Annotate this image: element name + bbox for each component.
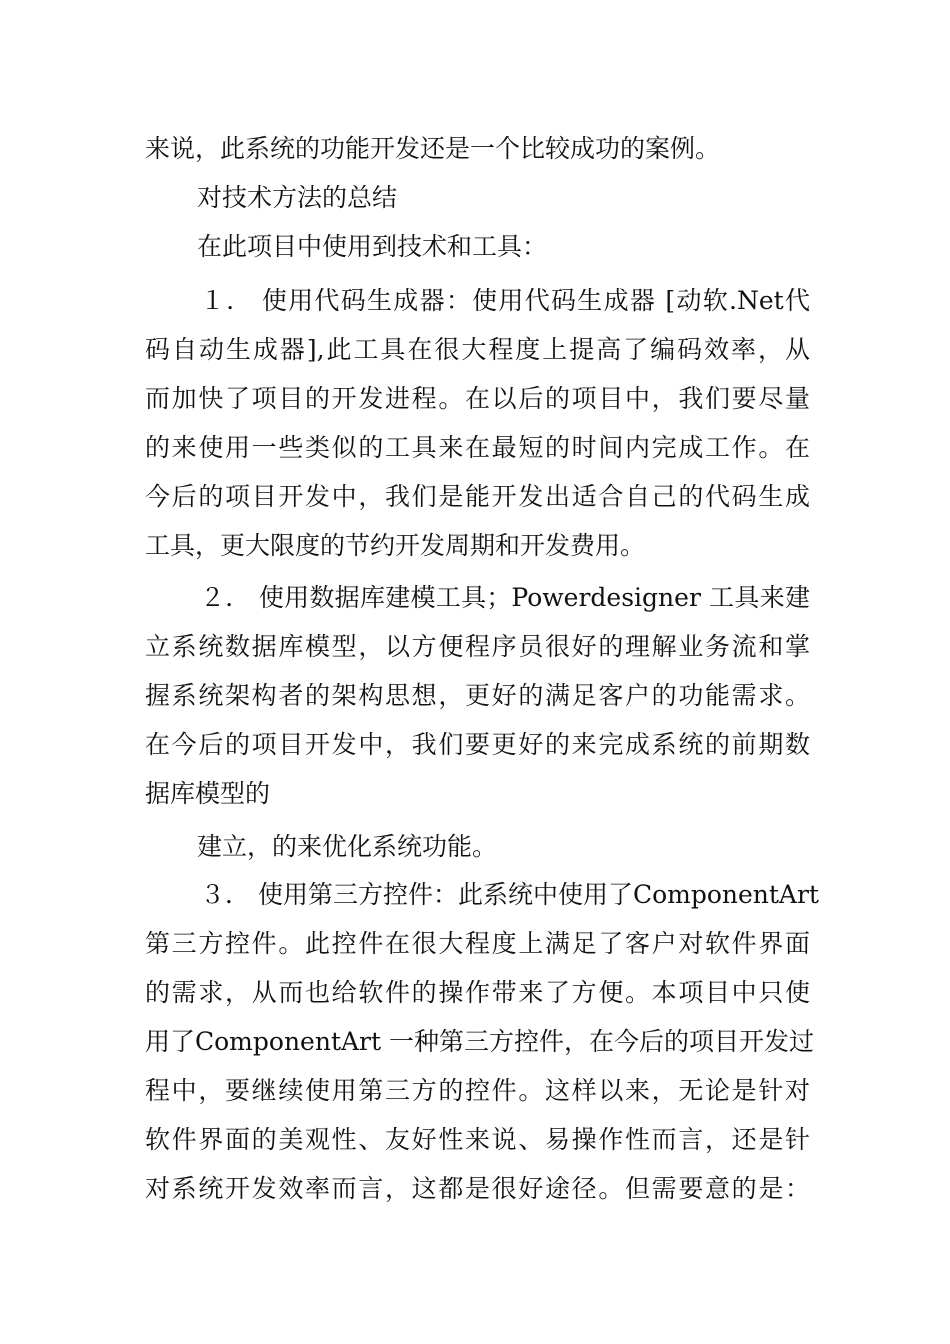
text-line: 今后的项目开发中，我们是能开发出适合自己的代码生成 xyxy=(145,482,810,511)
text-line: 握系统架构者的架构思想，更好的满足客户的功能需求。 xyxy=(145,681,810,710)
text-line: 的来使用一些类似的工具来在最短的时间内完成工作。在 xyxy=(145,433,810,462)
list-item-3-line: ３． 使用第三方控件：此系统中使用了ComponentArt xyxy=(200,880,819,909)
text-line: 第三方控件。此控件在很大程度上满足了客户对软件界面 xyxy=(145,929,810,958)
text-line: 而加快了项目的开发进程。在以后的项目中，我们要尽量 xyxy=(145,384,810,413)
text-line: 码自动生成器],此工具在很大程度上提高了编码效率，从 xyxy=(145,335,810,364)
list-item-2-line: ２． 使用数据库建模工具；Powerdesigner 工具来建 xyxy=(200,583,810,612)
text-line: 工具，更大限度的节约开发周期和开发费用。 xyxy=(145,531,646,560)
section-heading: 对技术方法的总结 xyxy=(197,183,398,212)
text-line: 软件界面的美观性、友好性来说、易操作性而言，还是针 xyxy=(145,1125,810,1154)
text-line: 用了ComponentArt 一种第三方控件，在今后的项目开发过 xyxy=(145,1027,814,1056)
text-line: 立系统数据库模型，以方便程序员很好的理解业务流和掌 xyxy=(145,632,810,661)
text-line: 建立，的来优化系统功能。 xyxy=(197,832,498,861)
text-line: 据库模型的 xyxy=(145,779,271,808)
text-line: 对系统开发效率而言，这都是很好途径。但需要意的是： xyxy=(145,1174,810,1203)
text-line: 的需求，从而也给软件的操作带来了方便。本项目中只使 xyxy=(145,978,810,1007)
list-item-1-line: １． 使用代码生成器：使用代码生成器 [动软.Net代 xyxy=(200,286,810,315)
text-line: 在此项目中使用到技术和工具： xyxy=(197,232,548,261)
text-line: 在今后的项目开发中，我们要更好的来完成系统的前期数 xyxy=(145,730,810,759)
text-line: 程中，要继续使用第三方的控件。这样以来，无论是针对 xyxy=(145,1076,810,1105)
text-line: 来说，此系统的功能开发还是一个比较成功的案例。 xyxy=(145,134,721,163)
